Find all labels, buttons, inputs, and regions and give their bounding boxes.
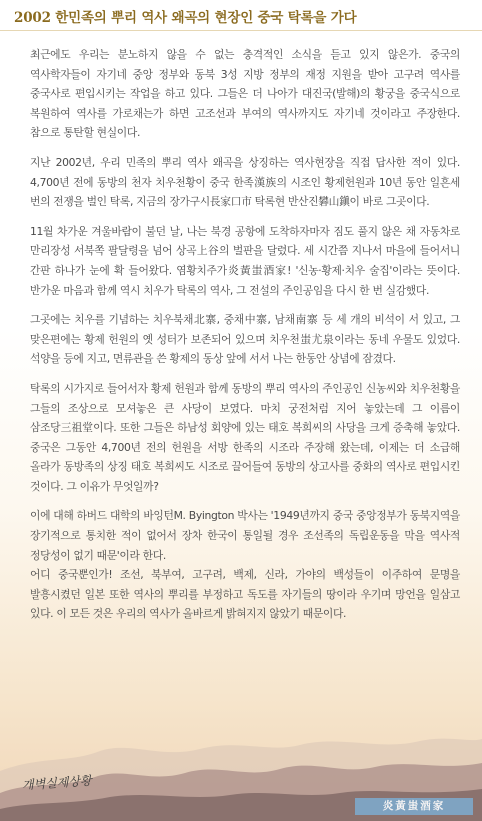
- title-divider: [0, 30, 482, 31]
- paragraph-5: 탁록의 시가지로 들어서자 황제 헌원과 함께 동방의 뿌리 역사의 주인공인 신농씨와 치우천황을 그들의 조상으로 모셔놓은 큰 사당이 보였다. 마치 궁전처럼 지어 놓았는데 그 이름이 삼조당三祖堂이다. 또한 그들은 하남성 회양에 있는 태호 복희씨의 사당을 크게 증축해 놓았다. 중국은 그동안 4,700년 전의 헌원을 서방 한족의 시조라 주장해 왔는데, 이제는 더 소급해 올라가 동방족의 상징 태호 복희씨도 시조로 끌어들여 동방의 상고사를 중화의 역사로 편입시킨 것이다. 그 이유가 무엇일까?: [30, 381, 460, 493]
- signature-text: 개벽실제상황: [21, 773, 93, 793]
- article-body: [30, 45, 460, 634]
- paragraph-4: 그곳에는 치우를 기념하는 치우북채北寨, 중채中寨, 남채南寨 등 세 개의 비석이 서 있고, 그 맞은편에는 황제 헌원의 옛 성터가 보존되어 있으며 치우천蚩尤泉이라는 동네 우물도 있었다. 석양을 등에 지고, 면류관을 쓴 황제의 동상 앞에 서서 나는 한동안 상념에 잠겼다.: [30, 313, 460, 366]
- article-title: 2002 한민족의 뿌리 역사 왜곡의 현장인 중국 탁록을 가다: [14, 10, 357, 26]
- paragraph-1: 최근에도 우리는 분노하지 않을 수 없는 충격적인 소식을 듣고 있지 않은가. 중국의 역사학자들이 자기네 중앙 정부와 동북 3성 지방 정부의 재정 지원을 받아 고구려 역사를 중국사로 편입시키는 작업을 하고 있다. 그들은 더 나아가 대진국(발해)의 황궁을 중국식으로 복원하여 역사를 가로채는가 하면 고조선과 부여의 역사까지도 자기네 것이라고 주장한다. 참으로 통탄할 현실이다.: [30, 48, 460, 140]
- paragraph-7: 어디 중국뿐인가! 조선, 북부여, 고구려, 백제, 신라, 가야의 백성들이 이주하여 문명을 발흥시켰던 일본 또한 역사의 뿌리를 부정하고 독도를 자기들의 땅이라 우기며 망언을 일삼고 있다. 이 모든 것은 우리의 역사가 올바르게 밝혀지지 않았기 때문이다.: [30, 568, 460, 621]
- paragraph-6: 이에 대해 하버드 대학의 바잉턴M. Byington 박사는 '1949년까지 중국 중앙정부가 동북지역을 장기적으로 통치한 적이 없어서 장차 한국이 통일될 경우 조선족의 독립운동을 막을 역사적 정당성이 없기 때문'이라 한다.: [30, 509, 460, 562]
- paragraph-2: 지난 2002년, 우리 민족의 뿌리 역사 왜곡을 상징하는 역사현장을 직접 답사한 적이 있다. 4,700년 전에 동방의 천자 치우천황이 중국 한족漢族의 시조인 황제헌원과 10년 동안 일흔세 번의 전쟁을 벌인 탁록, 지금의 장가구시長家口市 탁록현 반산진礬山鎭이 바로 그곳이다.: [30, 155, 460, 209]
- restaurant-sign-label: 炎黃蚩酒家: [355, 798, 473, 815]
- paragraph-3: 11월 차가운 겨울바람이 불던 날, 나는 북경 공항에 도착하자마자 짐도 풀지 않은 채 자동차로 만리장성 서북쪽 팔달령을 넘어 상곡上谷의 벌판을 달렸다. 세 시간쯤 지나서 마을에 들어서니 간판 하나가 눈에 확 들어왔다. 염황치주가炎黃蚩酒家! '신농·황제·치우 술집'이라는 뜻이다. 반가운 마음과 함께 역시 치우가 탁록의 역사, 그 전설의 주인공임을 다시 한 번 실감했다.: [30, 224, 460, 297]
